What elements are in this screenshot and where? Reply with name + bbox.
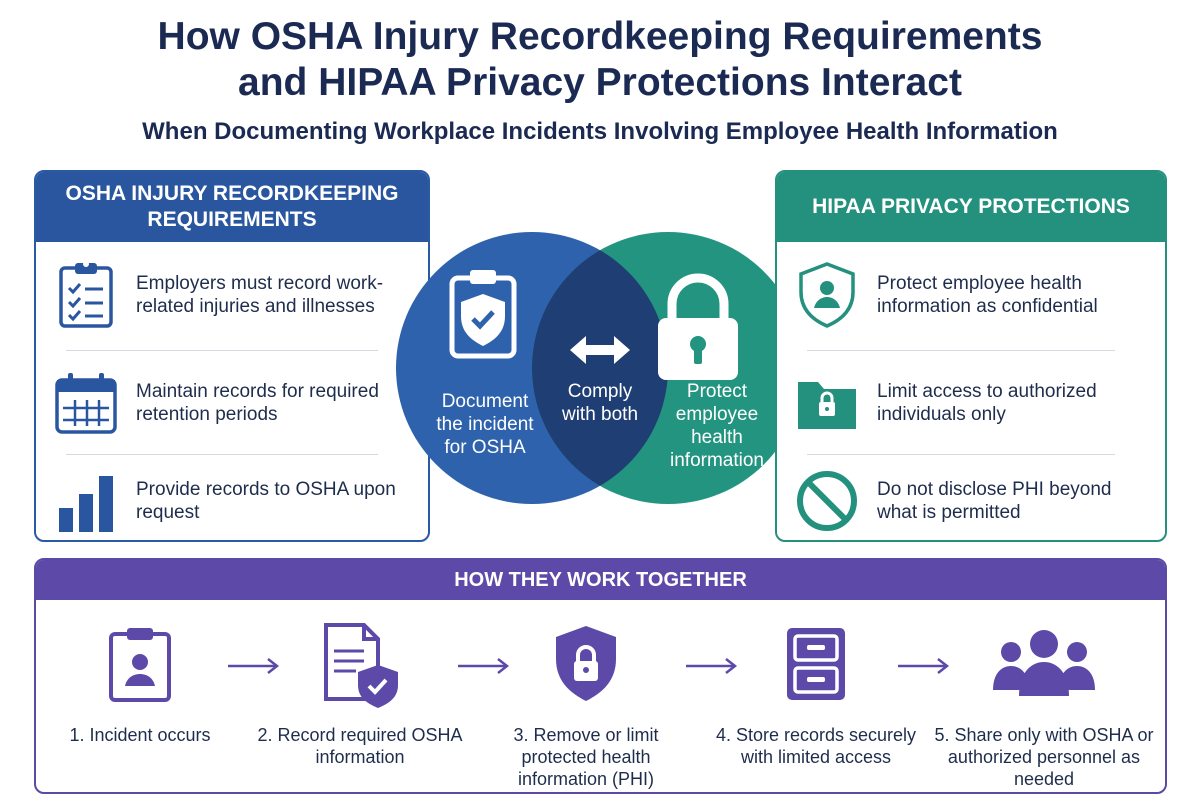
prohibited-icon: [777, 466, 877, 536]
hipaa-item: [777, 248, 1165, 342]
step-text: 5. Share only with OSHA or authorized personnel as needed: [934, 725, 1154, 789]
process-step: [476, 604, 696, 790]
step-text: 3. Remove or limit protected health information (PHI): [513, 725, 659, 789]
step-text: 2. Record required OSHA information: [257, 725, 463, 767]
venn-diagram: [390, 220, 810, 520]
work-together-section: [34, 558, 1167, 794]
osha-item-text: Employers must record work-related injuries and illnesses: [136, 273, 384, 317]
hipaa-item-text: Protect employee health information as confidential: [877, 273, 1098, 317]
locked-folder-icon: [777, 368, 877, 438]
people-group-icon: [934, 604, 1154, 724]
title-line-1: How OSHA Injury Recordkeeping Requirements: [157, 15, 1043, 58]
step-text: 1. Incident occurs: [69, 725, 211, 745]
shield-lock-icon: [476, 604, 696, 724]
hipaa-item: [777, 454, 1165, 542]
osha-item: [36, 248, 428, 342]
divider: [66, 350, 378, 351]
hipaa-panel: [775, 170, 1167, 542]
work-together-heading: HOW THEY WORK TOGETHER: [36, 560, 1165, 600]
process-step: [34, 604, 250, 746]
osha-panel-heading: OSHA INJURY RECORDKEEPING REQUIREMENTS: [36, 172, 428, 242]
file-cabinet-icon: [706, 604, 926, 724]
hipaa-item: [777, 356, 1165, 450]
osha-item: [36, 356, 428, 450]
process-step: [934, 604, 1154, 790]
process-step: [706, 604, 926, 768]
venn-right-label: Protect employee health information: [670, 381, 764, 471]
title-line-2: and HIPAA Privacy Protections Interact: [238, 61, 962, 104]
divider: [807, 350, 1115, 351]
hipaa-panel-heading: HIPAA PRIVACY PROTECTIONS: [777, 172, 1165, 242]
document-shield-icon: [250, 604, 470, 724]
incident-clipboard-icon: [34, 604, 250, 724]
bar-chart-icon: [36, 466, 136, 536]
hipaa-item-text: Limit access to authorized individuals only: [877, 381, 1097, 425]
osha-item-text: Maintain records for required retention periods: [136, 381, 379, 425]
calendar-icon: [36, 368, 136, 438]
page-subtitle: When Documenting Workplace Incidents Involving Employee Health Information: [142, 118, 1058, 145]
clipboard-checklist-icon: [36, 260, 136, 330]
hipaa-item-text: Do not disclose PHI beyond what is permitted: [877, 479, 1112, 523]
venn-center-label: Comply with both: [561, 381, 639, 425]
shield-person-icon: [777, 260, 877, 330]
osha-item: [36, 454, 428, 542]
osha-panel: [34, 170, 430, 542]
page-title: [0, 14, 1200, 106]
process-step: [250, 604, 470, 768]
venn-left-label: Document the incident for OSHA: [436, 391, 534, 458]
osha-item-text: Provide records to OSHA upon request: [136, 479, 396, 523]
step-text: 4. Store records securely with limited access: [715, 725, 917, 767]
